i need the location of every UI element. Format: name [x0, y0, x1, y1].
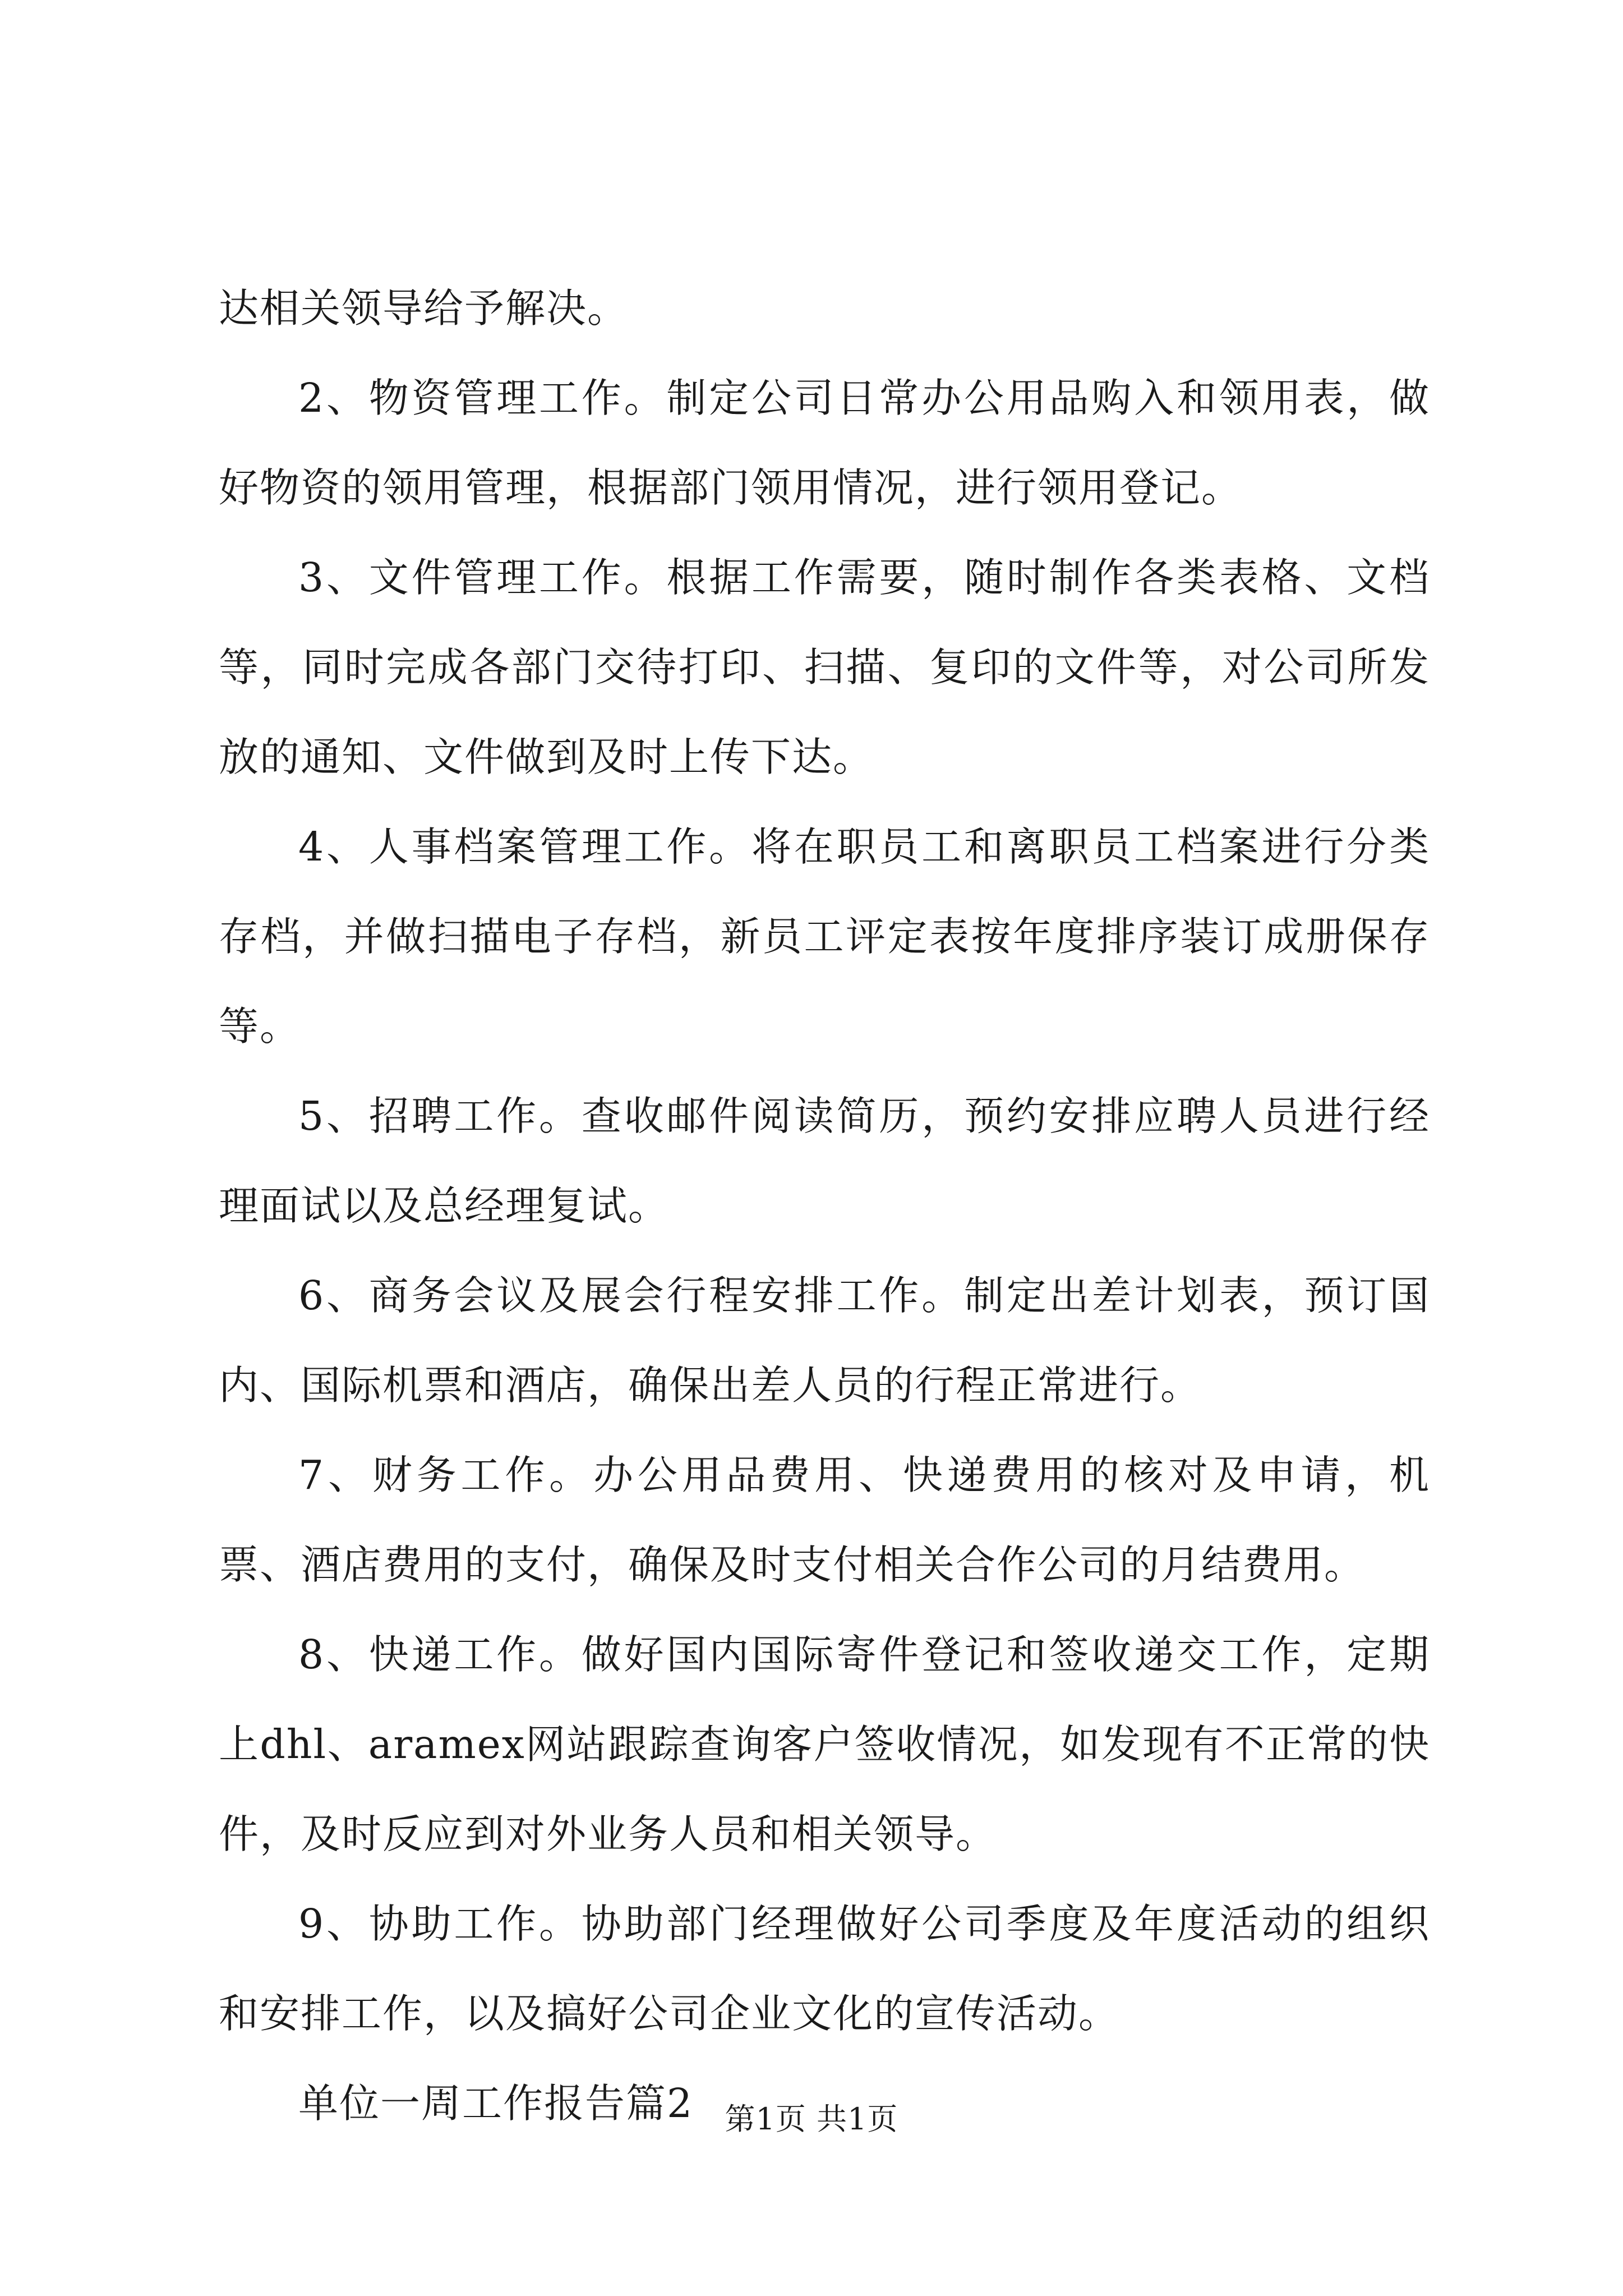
paragraph-item-9: 9、协助工作。协助部门经理做好公司季度及年度活动的组织和安排工作，以及搞好公司企业文化的宣传活动。: [219, 1901, 1430, 2037]
paragraph-item-7: 7、财务工作。办公用品费用、快递费用的核对及申请，机票、酒店费用的支付，确保及时支付相关合作公司的月结费用。: [219, 1452, 1430, 1588]
paragraph-item-2: 2、物资管理工作。制定公司日常办公用品购入和领用表，做好物资的领用管理，根据部门领用情况，进行领用登记。: [219, 375, 1430, 511]
document-body: [219, 264, 1430, 2148]
paragraph-item-5: 5、招聘工作。查收邮件阅读简历，预约安排应聘人员进行经理面试以及总经理复试。: [219, 1093, 1430, 1229]
paragraph-item-3: 3、文件管理工作。根据工作需要，随时制作各类表格、文档等，同时完成各部门交待打印、扫描、复印的文件等，对公司所发放的通知、文件做到及时上传下达。: [219, 554, 1430, 780]
page-number-footer: 第1页 共1页: [725, 2101, 898, 2137]
paragraph-continuation: 达相关领导给予解决。: [219, 285, 629, 332]
section-heading: 单位一周工作报告篇2: [298, 2080, 694, 2127]
paragraph-item-8: 8、快递工作。做好国内国际寄件登记和签收递交工作，定期上dhl、aramex网站跟踪查询客户签收情况，如发现有不正常的快件，及时反应到对外业务人员和相关领导。: [219, 1631, 1430, 1857]
paragraph-item-6: 6、商务会议及展会行程安排工作。制定出差计划表，预订国内、国际机票和酒店，确保出差人员的行程正常进行。: [219, 1272, 1430, 1409]
paragraph-item-4: 4、人事档案管理工作。将在职员工和离职员工档案进行分类存档，并做扫描电子存档，新员工评定表按年度排序装订成册保存等。: [219, 823, 1430, 1050]
